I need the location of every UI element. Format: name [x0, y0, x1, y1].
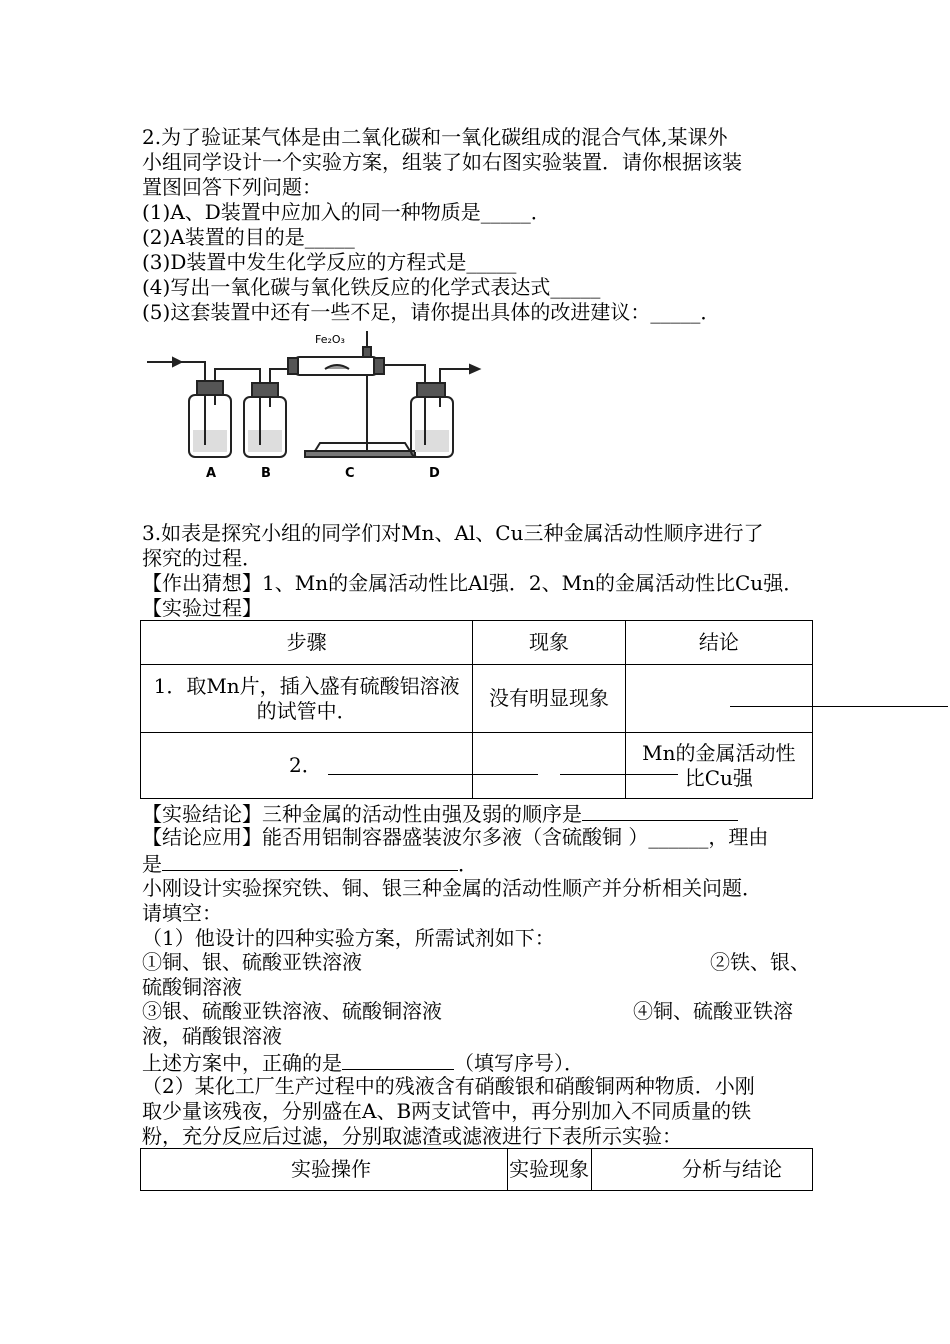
- t2-header-analysis: 分析与结论: [591, 1149, 812, 1191]
- row2-step: 2．: [141, 733, 473, 799]
- t2-header-phenomenon: 实验现象: [507, 1149, 591, 1191]
- option-3: ③银、硫酸亚铁溶液、硫酸铜溶液: [142, 999, 442, 1023]
- row2-step-answer-line: [328, 774, 538, 775]
- q2-item-3: (3)D装置中发生化学反应的方程式是_____: [142, 250, 517, 274]
- q3-part2-3: 粉，充分反应后过滤，分别取滤渣或滤液进行下表所示实验：: [142, 1124, 682, 1148]
- conclusion-blank: [582, 800, 738, 821]
- option-4b: 液，硝酸银溶液: [142, 1024, 282, 1048]
- label-d: D: [429, 466, 440, 481]
- t2-header-operation: 实验操作: [141, 1149, 508, 1191]
- option-1: ①铜、银、硫酸亚铁溶液: [142, 950, 362, 974]
- q3-hypothesis: 【作出猜想】1、Mn的金属活动性比Al强．2、Mn的金属活动性比Cu强．: [142, 571, 804, 595]
- q3-application: 【结论应用】能否用铝制容器盛装波尔多液（含硫酸铜 ）______，理由: [142, 825, 769, 849]
- header-phenomenon: 现象: [473, 621, 625, 665]
- row2-phenomenon-answer-line: [560, 774, 678, 775]
- row2-conclusion: [625, 733, 812, 799]
- apparatus-figure: [145, 325, 495, 485]
- q3-conclusion: [142, 800, 738, 827]
- header-conclusion: 结论: [625, 621, 812, 665]
- option-2a: ②铁、银、: [710, 950, 810, 974]
- reason-blank: [162, 850, 458, 871]
- correct-text: 上述方案中，正确的是: [142, 1051, 342, 1075]
- q3-part2-1: （2）某化工厂生产过程中的残液含有硝酸银和硝酸铜两种物质．小刚: [142, 1074, 755, 1098]
- q3-line-1: 3.如表是探究小组的同学们对Mn、Al、Cu三种金属活动性顺序进行了: [142, 521, 764, 545]
- fe2o3-label: Fe₂O₃: [315, 333, 345, 346]
- row1-step-line2: 的试管中．: [256, 698, 357, 723]
- correct-blank: [342, 1049, 454, 1070]
- row1-conclusion: [625, 665, 812, 733]
- q3-xiaogang-1: 小刚设计实验探究铁、铜、银三种金属的活动性顺产并分析相关问题．: [142, 876, 762, 900]
- experiment-table-2: [140, 1148, 813, 1191]
- label-c: C: [345, 466, 355, 481]
- row2-conclusion-line1: Mn的金属活动性: [642, 740, 796, 765]
- q3-correct-answer: [142, 1049, 584, 1076]
- conclusion-text: 【实验结论】三种金属的活动性由强及弱的顺序是: [142, 802, 582, 826]
- row2-phenomenon: [473, 733, 625, 799]
- row1-answer-line: [730, 706, 948, 707]
- q3-process-heading: 【实验过程】: [142, 596, 262, 620]
- header-step: 步骤: [141, 621, 473, 665]
- q2-line-2: 小组同学设计一个实验方案，组装了如右图实验装置．请你根据该装: [142, 150, 742, 174]
- q3-part2-2: 取少量该残夜，分别盛在A、B两支试管中，再分别加入不同质量的铁: [142, 1099, 752, 1123]
- q3-part1-intro: （1）他设计的四种实验方案，所需试剂如下：: [142, 926, 555, 950]
- q3-line-2: 探究的过程．: [142, 546, 262, 570]
- option-4a: ④铜、硫酸亚铁溶: [633, 999, 793, 1023]
- q3-reason: 是 ．: [142, 852, 478, 876]
- q2-item-1: (1)A、D装置中应加入的同一种物质是_____．: [142, 200, 551, 224]
- row1-step: [141, 665, 473, 733]
- q3-xiaogang-2: 请填空：: [142, 901, 222, 925]
- option-2b: 硫酸铜溶液: [142, 975, 242, 999]
- experiment-table: [140, 620, 813, 799]
- row1-step-line1: 1．取Mn片，插入盛有硫酸铝溶液: [153, 673, 460, 698]
- reason-text: 是: [142, 852, 162, 876]
- q2-item-2: (2)A装置的目的是_____: [142, 225, 355, 249]
- q2-line-1: 2.为了验证某气体是由二氧化碳和一氧化碳组成的混合气体,某课外: [142, 125, 728, 149]
- q2-line-3: 置图回答下列问题：: [142, 175, 322, 199]
- label-b: B: [261, 466, 271, 481]
- q2-item-4: (4)写出一氧化碳与氧化铁反应的化学式表达式_____: [142, 275, 601, 299]
- row1-phenomenon: 没有明显现象: [473, 665, 625, 733]
- row2-conclusion-line2: 比Cu强: [684, 765, 753, 790]
- q2-item-5: (5)这套装置中还有一些不足，请你提出具体的改进建议：_____．: [142, 300, 721, 324]
- label-a: A: [206, 466, 217, 481]
- correct-suffix: （填写序号）．: [454, 1051, 584, 1075]
